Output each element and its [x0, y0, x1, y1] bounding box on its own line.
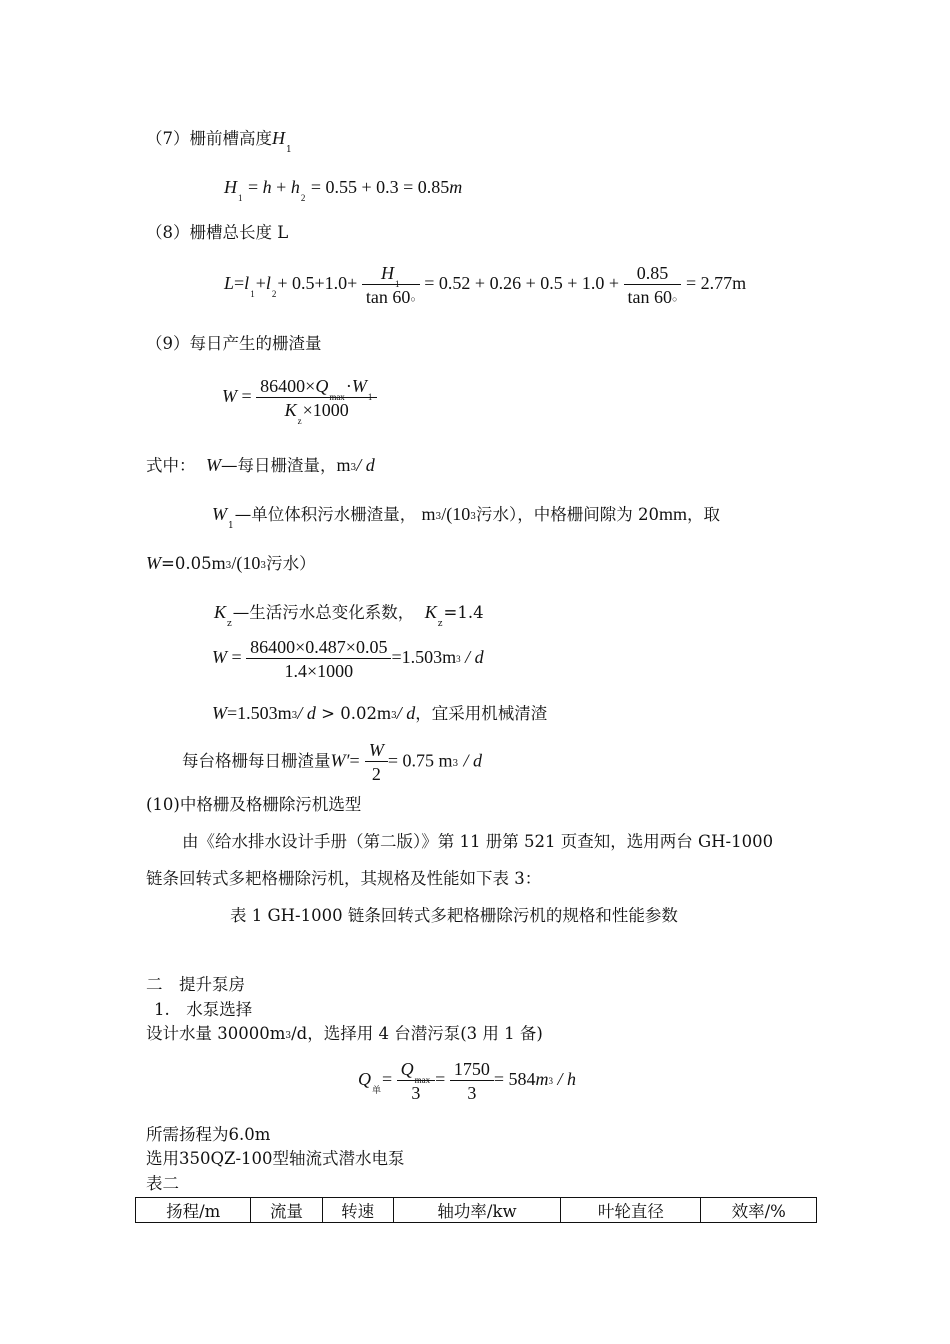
frac-den: tan 60 — [365, 287, 411, 307]
where-label: 式中： — [146, 456, 196, 475]
subscript: 单 — [372, 1085, 382, 1096]
where-W1-line — [212, 504, 720, 531]
formula-W — [222, 376, 377, 426]
formula-mid: + 0.5+1.0+ — [277, 273, 358, 294]
superscript: 3 — [291, 711, 298, 721]
th-impeller-diameter: 叶轮直径 — [561, 1198, 701, 1223]
eq: = — [435, 1069, 446, 1090]
unit: / d — [297, 703, 316, 723]
fraction-calc — [246, 638, 391, 680]
th-head: 扬程/m — [136, 1198, 251, 1223]
subscript: 2 — [271, 289, 277, 300]
subscript: 1 — [250, 289, 255, 300]
eq: = — [241, 386, 252, 407]
value: =1.4 — [443, 603, 484, 622]
superscript: 3 — [452, 758, 459, 769]
frac-den: 3 — [450, 1080, 494, 1102]
var-W: W — [146, 553, 161, 573]
formula-mid2: = 0.52 + 0.26 + 0.5 + 1.0 + — [424, 273, 620, 294]
section-7-title: （7）栅前槽高度 — [146, 129, 272, 148]
paragraph-line-2: 链条回转式多耙格栅除污机，其规格及性能如下表 3： — [146, 869, 542, 888]
fraction-W — [256, 376, 377, 426]
subscript: 1 — [367, 392, 373, 402]
each-line: 每台格栅每日栅渣量W′= $\frac{W}{2}$ = 0.75 m3 / d — [182, 740, 482, 784]
th-shaft-power: 轴功率/kw — [393, 1198, 561, 1223]
fraction-Qmax-3 — [397, 1060, 436, 1102]
def-text: ，宜采用机械清渣 — [415, 704, 548, 723]
subscript: 1 — [238, 193, 243, 203]
superscript: 3 — [390, 711, 397, 721]
def-text: 设计水量 30000m — [146, 1024, 286, 1043]
var-H: H — [272, 128, 285, 148]
formula-Q — [358, 1060, 576, 1102]
degree: ○ — [672, 294, 678, 304]
var-W: W — [206, 455, 221, 475]
th-flow: 流量 — [251, 1198, 322, 1223]
th-speed: 转速 — [322, 1198, 393, 1223]
unit: / h — [557, 1069, 576, 1090]
th-efficiency: 效率/% — [701, 1198, 817, 1223]
var-L: L — [224, 273, 235, 294]
subscript: z — [437, 619, 443, 629]
superscript: 3 — [456, 654, 461, 665]
superscript: 3 — [350, 463, 357, 473]
superscript: 3 — [225, 561, 232, 571]
unit: /(10 — [441, 504, 471, 524]
frac-num: W — [368, 740, 384, 760]
def-text: 每台格栅每日栅渣量 — [182, 751, 331, 771]
where-W-line — [146, 456, 375, 475]
frac-den: ×1000 — [302, 400, 349, 420]
superscript: 3 — [470, 512, 476, 522]
formula-result: = 0.75 m — [387, 750, 453, 771]
table-caption: 表 1 GH-1000 链条回转式多耙格栅除污机的规格和性能参数 — [230, 906, 678, 925]
calc-W — [212, 638, 484, 680]
section-10-heading: (10)中格栅及格栅除污机选型 — [146, 795, 362, 814]
dot: · — [345, 376, 352, 396]
var-W: W — [222, 386, 237, 407]
frac-num: 1750 — [453, 1059, 490, 1079]
table-2-label: 表二 — [146, 1174, 179, 1193]
frac-num: Q — [400, 1059, 414, 1079]
var-W: W — [212, 504, 227, 524]
fraction-each — [365, 741, 388, 783]
subscript: max — [414, 1075, 431, 1085]
superscript: 3 — [435, 512, 442, 522]
kz-line — [214, 602, 484, 629]
frac-den: tan 60 — [627, 287, 673, 307]
var-W: W — [212, 647, 227, 668]
formula-result: = 2.77m — [685, 273, 747, 294]
def-text: —单位体积污水栅渣量， — [234, 505, 417, 524]
def-text: —每日栅渣量， — [221, 456, 337, 475]
var-H: H — [224, 177, 237, 197]
var-W-prime: W′ — [330, 750, 350, 771]
unit: m — [376, 703, 391, 723]
value: > 0.02 — [321, 704, 377, 723]
frac-num: 86400× — [260, 376, 316, 396]
unit: / d — [396, 703, 416, 723]
superscript: 3 — [285, 1031, 292, 1041]
w1-value-line — [146, 554, 316, 573]
subscript: 1 — [395, 279, 400, 289]
section-9-heading: （9）每日产生的栅渣量 — [146, 334, 322, 353]
unit: /(10 — [231, 553, 261, 573]
subscript: 2 — [300, 193, 306, 203]
unit: / d — [356, 455, 375, 475]
fraction-H-tan60 — [362, 264, 420, 306]
superscript: 3 — [260, 561, 267, 571]
section-2-heading: 二 提升泵房 — [146, 975, 245, 994]
section-8-heading: （8）栅槽总长度 L — [146, 223, 289, 242]
var-K: K — [214, 602, 227, 622]
eq: = — [231, 647, 242, 668]
unit: / d — [463, 750, 482, 771]
def-text: ，取 — [686, 505, 720, 524]
unit: m — [535, 1069, 549, 1090]
def-text: —生活污水总变化系数， — [232, 603, 415, 622]
fraction-085-tan60 — [624, 264, 682, 306]
superscript: 3 — [548, 1076, 553, 1087]
var-Q: Q — [358, 1069, 371, 1090]
subscript: max — [329, 392, 345, 402]
eq: = — [234, 273, 245, 294]
var-h: h — [262, 177, 272, 197]
unit: / d — [465, 647, 484, 668]
subscript: 1 — [228, 521, 234, 531]
compare-line — [212, 704, 547, 723]
unit: m — [211, 553, 226, 573]
def-text: /d，选择用 4 台潜污泵(3 用 1 备) — [291, 1024, 543, 1043]
var-l: l — [244, 273, 250, 294]
var-h: h — [290, 177, 300, 197]
frac-den: 3 — [397, 1080, 436, 1102]
frac-den: 1.4×1000 — [246, 658, 391, 680]
var-K: K — [284, 400, 297, 420]
var-Q: Q — [315, 376, 329, 396]
var-W: W — [212, 703, 227, 723]
formula-result: =1.503m — [391, 647, 457, 668]
var-W: W — [351, 376, 367, 396]
paragraph-line-1: 由《给水排水设计手册（第二版）》第 11 册第 521 页查知，选用两台 GH-1000 — [182, 832, 774, 851]
unit: m — [336, 455, 351, 475]
value: =0.05 — [161, 554, 212, 573]
section-7-heading — [146, 128, 293, 155]
var-K: K — [424, 602, 437, 622]
pump-selection: 选用350QZ-100型轴流式潜水电泵 — [146, 1149, 405, 1168]
frac-num: 86400×0.487×0.05 — [250, 637, 388, 657]
unit: m — [421, 504, 436, 524]
frac-num: 0.85 — [636, 263, 669, 283]
subscript: z — [227, 619, 232, 629]
formula-rhs: = 0.55 + 0.3 = 0.85 — [310, 177, 450, 197]
pump-table — [135, 1197, 817, 1223]
formula-L — [224, 264, 746, 306]
var-l: l — [265, 273, 271, 294]
frac-num: H — [381, 263, 395, 283]
eq: = — [382, 1069, 393, 1090]
subscript: z — [297, 416, 302, 426]
frac-den: 2 — [365, 761, 388, 783]
design-flow — [146, 1026, 543, 1043]
value: =1.503m — [227, 703, 292, 723]
plus: + — [255, 273, 266, 294]
unit: mm — [658, 504, 687, 524]
fraction-1750-3 — [450, 1060, 494, 1102]
unit-m: m — [449, 177, 463, 197]
def-text: 污水），中格栅间隙为 20 — [475, 505, 659, 524]
table-header-row — [136, 1198, 817, 1223]
def-text: 污水） — [266, 554, 316, 573]
formula-H1: $H_1 = h + h_2 = 0.55 + 0.3 = 0.85m$ — [224, 177, 463, 203]
subsection-1: 1. 水泵选择 — [154, 1000, 253, 1019]
formula-result: = 584 — [493, 1069, 536, 1090]
required-head: 所需扬程为6.0m — [146, 1125, 271, 1144]
degree: ○ — [410, 294, 416, 304]
subscript: 1 — [286, 145, 292, 155]
